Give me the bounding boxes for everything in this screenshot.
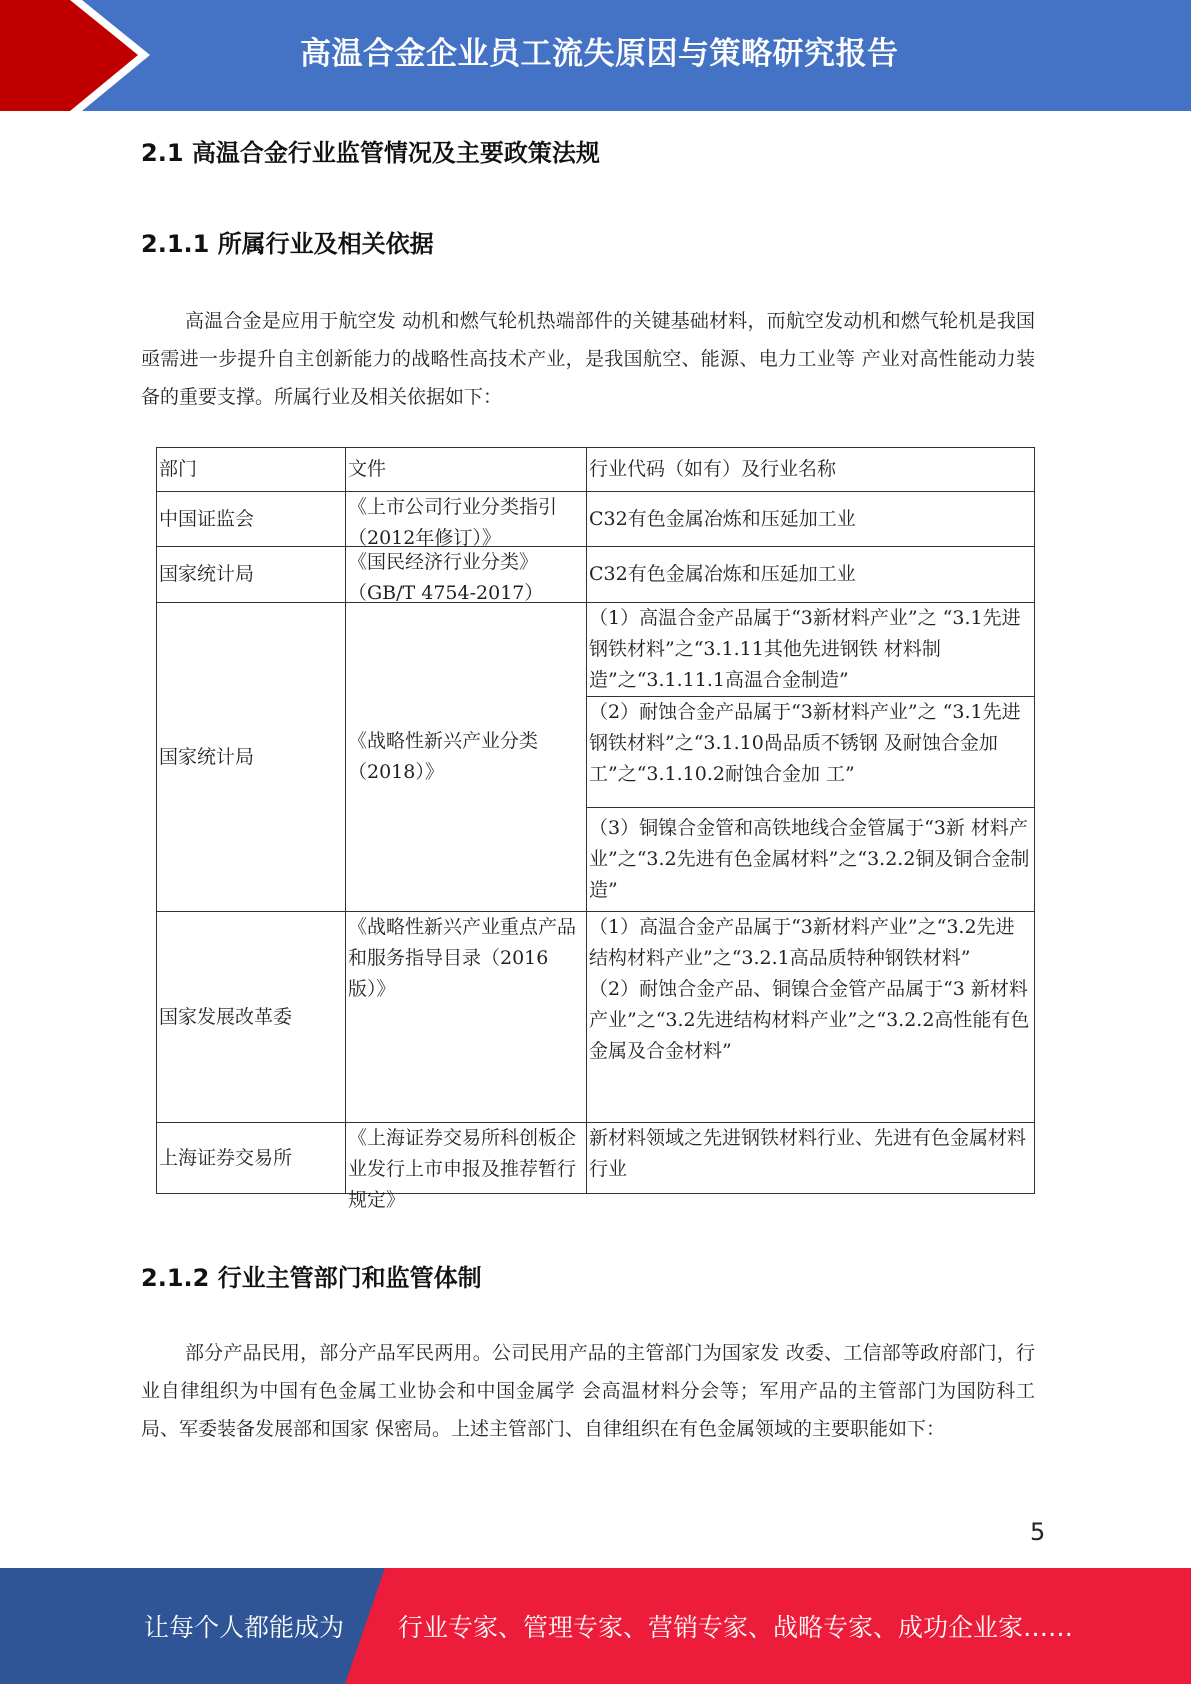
page-number: 5 xyxy=(1030,1518,1046,1546)
section-heading-2-1-1: 2.1.1 所属行业及相关依据 xyxy=(141,230,434,258)
page-footer xyxy=(0,1568,1191,1684)
header-cell-file: 文件 xyxy=(346,448,587,492)
header-chevron xyxy=(0,0,138,111)
file-text: 《上市公司行业分类指引（2012年修订）》 xyxy=(348,496,558,549)
dept-cell: 上海证券交易所 xyxy=(157,1123,346,1194)
code-text: （2）耐蚀合金产品、铜镍合金管产品属于“3 新材料产业”之“3.2先进结构材料产业”之“3.2.2高性能有色金属及合金材料” xyxy=(589,978,1030,1062)
code-cell: C32有色金属冶炼和压延加工业 xyxy=(587,547,1035,603)
file-cell xyxy=(346,547,587,603)
industry-basis-table xyxy=(156,447,1035,1211)
footer-slogan-right: 行业专家、管理专家、营销专家、战略专家、成功企业家…… xyxy=(398,1613,1074,1642)
table-row xyxy=(157,603,1035,697)
footer-slogan-left: 让每个人都能成为 xyxy=(144,1613,345,1642)
paragraph-intro: 高温合金是应用于航空发 动机和燃气轮机热端部件的关键基础材料，而航空发动机和燃气轮机是我国亟需进一步提升自主创新能力的战略性高技术产业，是我国航空、能源、电力工业等 产业对高性能动力装备的重要支撑。所属行业及相关依据如下： xyxy=(141,310,1035,408)
header-cell-dept: 部门 xyxy=(157,448,346,492)
dept-cell: 国家统计局 xyxy=(157,603,346,912)
paragraph-regulation: 部分产品民用，部分产品军民两用。公司民用产品的主管部门为国家发 改委、工信部等政府部门，行业自律组织为中国有色金属工业协会和中国金属学 会高温材料分会等；军用产品的主管部门为国防科工局、军委装备发展部和国家 保密局。上述主管部门、自律组织在有色金属领域的主要职能如下： xyxy=(141,1342,1035,1440)
section-heading-2-1-2: 2.1.2 行业主管部门和监管体制 xyxy=(141,1264,482,1292)
table-row xyxy=(157,1123,1035,1194)
table-row xyxy=(157,492,1035,547)
table-header-row xyxy=(157,448,1035,492)
dept-cell: 国家统计局 xyxy=(157,547,346,603)
table-row xyxy=(157,912,1035,1123)
table-row xyxy=(157,547,1035,603)
report-title: 高温合金企业员工流失原因与策略研究报告 xyxy=(300,36,899,72)
dept-cell: 国家发展改革委 xyxy=(157,912,346,1123)
section-heading-2-1: 2.1 高温合金行业监管情况及主要政策法规 xyxy=(141,139,600,167)
code-cell: （3）铜镍合金管和高铁地线合金管属于“3新 材料产业”之“3.2先进有色金属材料”之“3.2.2铜及铜合金制造” xyxy=(587,808,1035,912)
code-cell xyxy=(587,912,1035,1123)
file-cell: 《战略性新兴产业分类（2018）》 xyxy=(346,603,587,912)
file-text: 《国民经济行业分类》（GB/T 4754-2017） xyxy=(348,551,544,604)
file-cell: 《战略性新兴产业重点产品和服务指导目录（2016版）》 xyxy=(346,912,587,1123)
header-cell-code: 行业代码（如有）及行业名称 xyxy=(587,448,1035,492)
code-cell: 新材料领域之先进钢铁材料行业、先进有色金属材料行业 xyxy=(587,1123,1035,1194)
page-header xyxy=(0,0,1191,111)
file-cell xyxy=(346,492,587,547)
code-text: （1）高温合金产品属于“3新材料产业”之“3.2先进结构材料产业”之“3.2.1高品质特种钢铁材料” xyxy=(589,916,1015,969)
code-cell: （1）高温合金产品属于“3新材料产业”之 “3.1先进钢铁材料”之“3.1.11其他先进钢铁 材料制造”之“3.1.11.1高温合金制造” xyxy=(587,603,1035,697)
code-cell: （2）耐蚀合金产品属于“3新材料产业”之 “3.1先进钢铁材料”之“3.1.10咼品质不锈钢 及耐蚀合金加工”之“3.1.10.2耐蚀合金加 工” xyxy=(587,697,1035,808)
file-cell xyxy=(346,1123,587,1211)
dept-cell: 中国证监会 xyxy=(157,492,346,547)
code-cell: C32有色金属冶炼和压延加工业 xyxy=(587,492,1035,547)
file-text: 《上海证券交易所科创板企业发行上市申报及推荐暂行规定》 xyxy=(348,1127,577,1211)
